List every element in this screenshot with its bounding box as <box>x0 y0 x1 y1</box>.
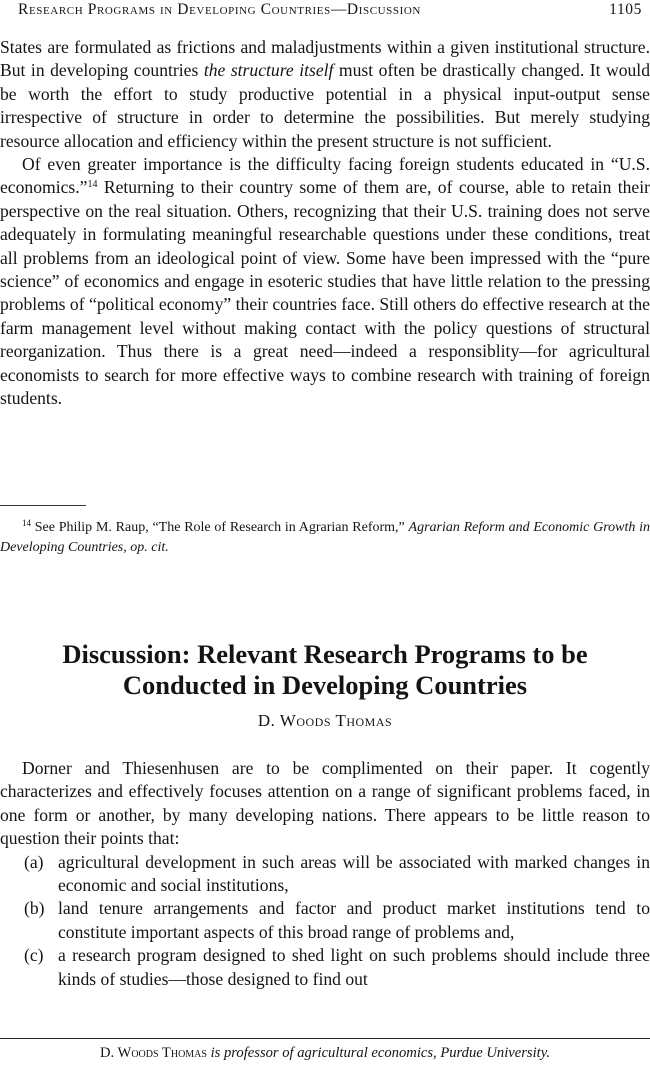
article-title-line-2: Conducted in Developing Countries <box>122 670 528 700</box>
page-number: 1105 <box>609 1 642 18</box>
previous-article-text <box>0 36 650 411</box>
running-head <box>18 0 642 26</box>
paragraph-text: must often be drastically changed. It would be worth the effort to study productive potential in a physical input-output sense irrespective of structure in order to determine the possibilities. But merely studying resource allocation and efficiency within the present structure is not sufficient. <box>0 60 650 151</box>
article-author: D. Woods Thomas <box>257 711 393 730</box>
author-note-text: is professor of agricultural economics, Purdue University. <box>206 1045 551 1061</box>
list-marker: (b) <box>24 898 45 919</box>
author-note <box>0 1044 650 1062</box>
footnote-14 <box>0 518 650 558</box>
footnote-cited-title: Agrarian Reform and Economic Growth in Developing Countries, op. cit. <box>0 520 650 555</box>
footnote-text: See Philip M. Raup, “The Role of Research in Agrarian Reform,” <box>31 520 409 535</box>
list-item <box>0 897 650 944</box>
list-item-text: agricultural development in such areas will be associated with marked changes in economic and social institutions, <box>58 851 650 896</box>
paragraph-structure <box>0 36 650 153</box>
footnote-reference[interactable]: 14 <box>87 179 98 191</box>
list-marker: (c) <box>24 945 44 966</box>
discussion-text <box>0 757 650 991</box>
paragraph-foreign-students <box>0 153 650 410</box>
discussion-intro: Dorner and Thiesenhusen are to be complimented on their paper. It cogently characterizes and effectively focuses attention on a range of significant problems faced, in one form or another, by many developing nations. There appears to be little reason to question their points that: <box>0 758 650 849</box>
list-item <box>0 851 650 898</box>
running-head-title: Research Programs in Developing Countries—Discussion <box>18 1 421 18</box>
emphasis-text: the structure itself <box>203 60 334 81</box>
footnote-mark: 14 <box>22 518 31 528</box>
footnote-rule <box>0 505 86 506</box>
paragraph-text: Returning to their country some of them are, of course, able to retain their perspective on the real situation. Others, recognizing that their U.S. training does not serve adequately in formulating meaningful researchable questions under these conditions, treat all problems from an ideological point of view. Some have been impressed with the “pure science” of economics and engage in esoteric studies that have little relation to the pressing problems of “political economy” their countries face. Still others do effective research at the farm management level without making contact with the policy questions of structural reorganization. Thus there is a great need—indeed a responsiblity—for agricultural economists to search for more effective ways to combine research with training of foreign students. <box>0 177 650 409</box>
paragraph-text: States are formulated as frictions and maladjustments within a given institutional structure. But in developing countries <box>0 37 650 81</box>
author-note-rule <box>0 1038 650 1039</box>
author-note-name: D. Woods Thomas <box>99 1045 207 1061</box>
paragraph-text: Of even greater importance is the difficulty facing foreign students educated in “U.S. economics.” <box>0 154 650 198</box>
list-item-text: land tenure arrangements and factor and product market institutions tend to constitute important aspects of this broad range of problems and, <box>58 898 650 942</box>
list-item <box>0 944 650 991</box>
points-list <box>0 851 650 991</box>
article-title <box>0 639 650 701</box>
list-marker: (a) <box>24 851 44 872</box>
article-title-line-1: Discussion: Relevant Research Programs to be <box>62 639 588 669</box>
list-item-text: a research program designed to shed light on such problems should include three kinds of studies—those designed to find out <box>58 945 650 989</box>
